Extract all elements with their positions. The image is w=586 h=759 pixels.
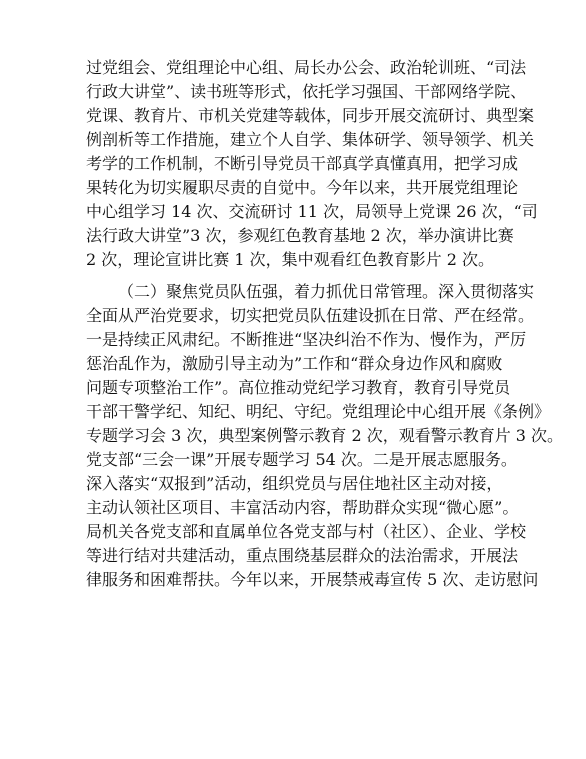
text-line: 例剖析等工作措施，建立个人自学、集体研学、领导领学、机关 xyxy=(86,130,535,149)
text-line: 党课、教育片、市机关党建等载体，同步开展交流研讨、典型案 xyxy=(86,106,535,125)
section-heading-line: （二）聚焦党员队伍强，着力抓优日常管理。深入贯彻落实 xyxy=(118,282,535,301)
text-line: 深入落实“双报到”活动，组织党员与居住地社区主动对接， xyxy=(86,474,503,493)
text-line: 考学的工作机制，不断引导党员干部真学真懂真用，把学习成 xyxy=(86,154,519,173)
text-line: 党支部“三会一课”开展专题学习 54 次。二是开展志愿服务。 xyxy=(86,450,517,469)
text-line: 律服务和困难帮扶。今年以来，开展禁戒毒宣传 5 次、走访慰问 xyxy=(86,570,539,589)
text-line: 全面从严治党要求，切实把党员队伍建设抓在日常、严在经常。 xyxy=(86,306,535,325)
text-line: 等进行结对共建活动，重点围绕基层群众的法治需求，开展法 xyxy=(86,546,519,565)
paragraph-party-management xyxy=(86,280,564,592)
text-line: 行政大讲堂”、读书班等形式，依托学习强国、干部网络学院、 xyxy=(86,82,527,101)
text-line: 主动认领社区项目、丰富活动内容，帮助群众实现“微心愿”。 xyxy=(86,498,519,517)
text-line: 中心组学习 14 次、交流研讨 11 次，局领导上党课 26 次，“司 xyxy=(86,202,538,221)
text-line: 法行政大讲堂”3 次，参观红色教育基地 2 次，举办演讲比赛 xyxy=(86,226,514,245)
text-line: 惩治乱作为，激励引导主动为”工作和“群众身边作风和腐败 xyxy=(86,354,503,373)
text-line: 问题专项整治工作”。高位推动党纪学习教育，教育引导党员 xyxy=(86,378,511,397)
text-line: 专题学习会 3 次，典型案例警示教育 2 次，观看警示教育片 3 次。 xyxy=(86,426,564,445)
document-page xyxy=(86,56,564,592)
text-line: 过党组会、党组理论中心组、局长办公会、政治轮训班、“司法 xyxy=(86,58,527,77)
paragraph-study-activities xyxy=(86,56,538,272)
text-line: 局机关各党支部和直属单位各党支部与村（社区）、企业、学校 xyxy=(86,522,527,541)
text-line: 果转化为切实履职尽责的自觉中。今年以来，共开展党组理论 xyxy=(86,178,519,197)
text-line: 一是持续正风肃纪。不断推进“坚决纠治不作为、慢作为，严厉 xyxy=(86,330,527,349)
text-line: 2 次，理论宣讲比赛 1 次，集中观看红色教育影片 2 次。 xyxy=(86,250,494,269)
text-line: 干部干警学纪、知纪、明纪、守纪。党组理论中心组开展《条例》 xyxy=(86,402,551,421)
